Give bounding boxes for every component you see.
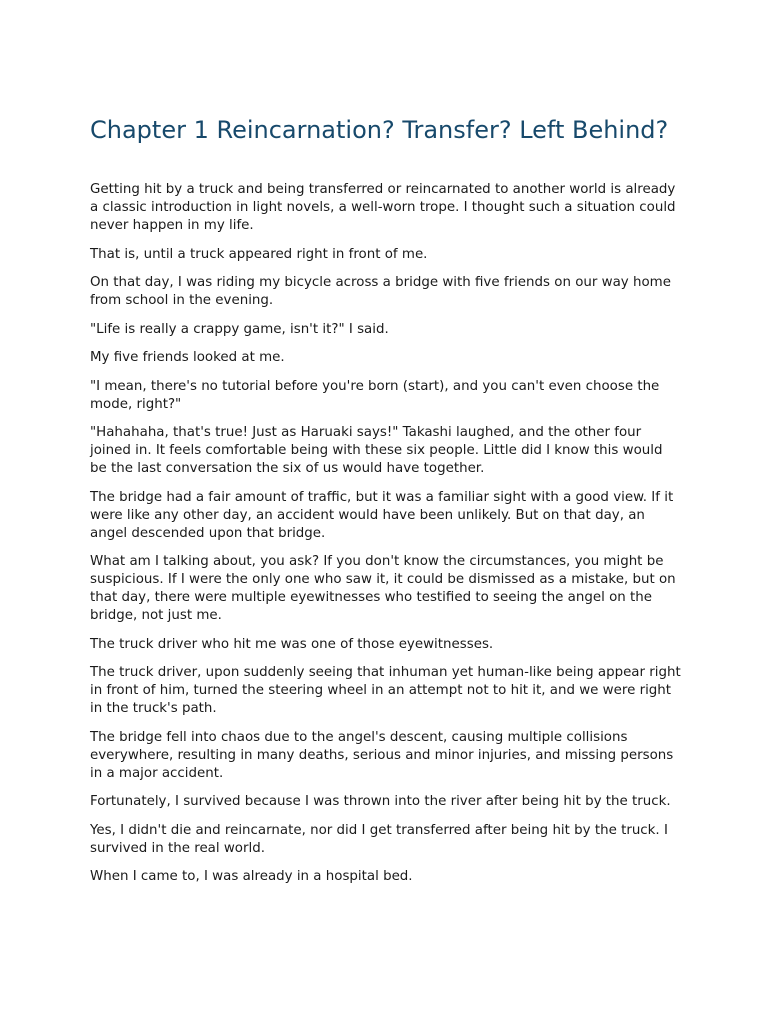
paragraph: That is, until a truck appeared right in front of me. [90,246,428,262]
paragraph: Getting hit by a truck and being transferred or reincarnated to another world is already a classic introduction in light novels, a well-worn trope. I thought such a situation could never happen in my life. [90,182,676,233]
paragraph: My five friends looked at me. [90,350,285,365]
document-page [90,114,682,897]
chapter-body [90,181,682,886]
paragraph: The bridge fell into chaos due to the angel's descent, causing multiple collisions everywhere, resulting in many deaths, serious and minor injuries, and missing persons in a major accident. [90,729,674,781]
paragraph: The truck driver who hit me was one of those eyewitnesses. [90,636,494,652]
paragraph: "I mean, there's no tutorial before you're born (start), and you can't even choose the mode, right?" [90,378,660,412]
paragraph: On that day, I was riding my bicycle across a bridge with five friends on our way home from school in the evening. [90,275,671,308]
paragraph: Fortunately, I survived because I was thrown into the river after being hit by the truck. [90,794,671,809]
paragraph: What am I talking about, you ask? If you don't know the circumstances, you might be suspicious. If I were the only one who saw it, it could be dismissed as a mistake, but on that day, there were multiple eyewitnesses who testified to seeing the angel on the bridge, not just me. [90,554,676,623]
chapter-title: Chapter 1 Reincarnation? Transfer? Left Behind? [90,116,669,144]
paragraph: "Life is really a crappy game, isn't it?" I said. [90,321,389,337]
paragraph: When I came to, I was already in a hospital bed. [90,869,413,884]
paragraph: "Hahahaha, that's true! Just as Haruaki says!" Takashi laughed, and the other four joined in. It feels comfortable being with these six people. Little did I know this would be the last conversation the six of us would have together. [90,425,663,476]
paragraph: The truck driver, upon suddenly seeing that inhuman yet human-like being appear right in front of him, turned the steering wheel in an attempt not to hit it, and we were right in the truck's path. [90,665,681,716]
paragraph: Yes, I didn't die and reincarnate, nor did I get transferred after being hit by the truck. I survived in the real world. [90,822,668,856]
paragraph: The bridge had a fair amount of traffic, but it was a familiar sight with a good view. If it were like any other day, an accident would have been unlikely. But on that day, an angel descended upon that bridge. [90,489,674,541]
